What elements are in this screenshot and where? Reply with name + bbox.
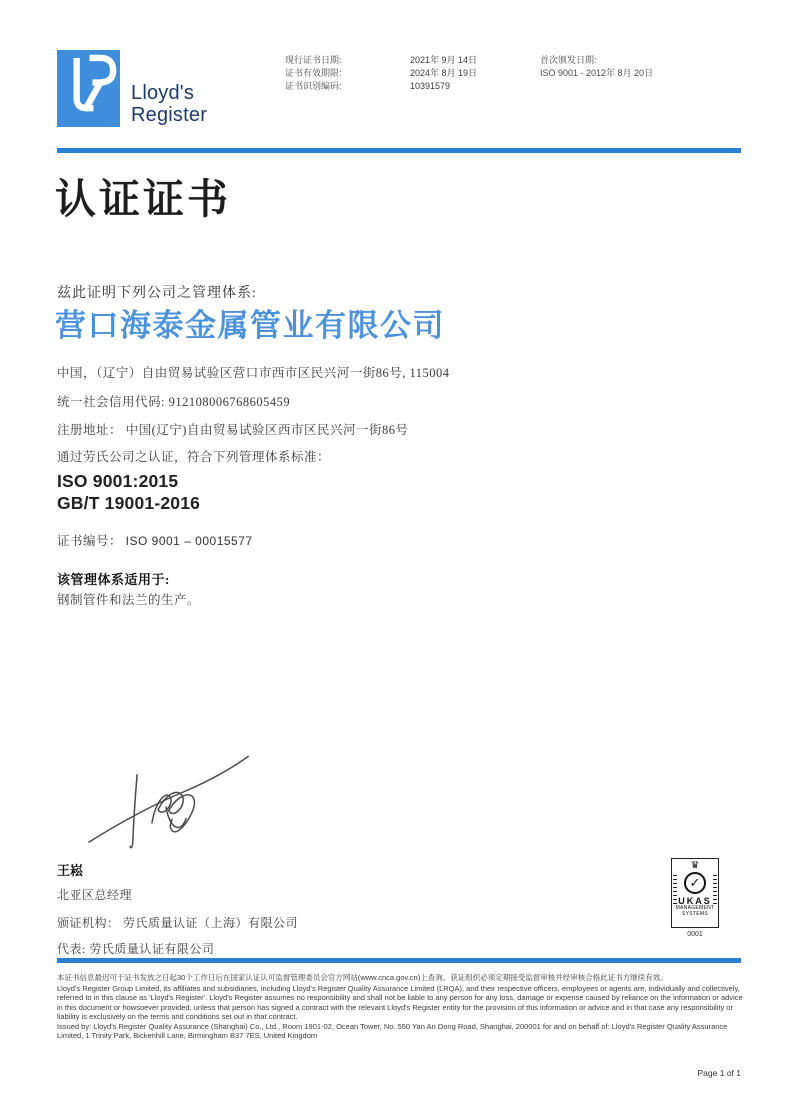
meta-value: 10391579 <box>410 81 451 91</box>
lloyds-register-logo <box>57 50 120 127</box>
ukas-ruler-ticks-left <box>673 875 677 905</box>
lr-monogram-icon <box>57 48 120 130</box>
meta-row-current-date <box>285 54 477 67</box>
meta-row-expiry-date <box>285 67 477 80</box>
first-issue-label: 首次颁发日期: <box>540 55 597 65</box>
bottom-divider <box>57 958 741 963</box>
meta-value: 2021年 9月 14日 <box>410 55 478 65</box>
signer-name: 王崧 <box>57 863 84 878</box>
top-divider <box>57 148 741 153</box>
ukas-name: UKAS <box>678 896 712 906</box>
crown-icon: ♛ <box>690 860 700 871</box>
representative-line: 代表: 劳氏质量认证有限公司 <box>57 942 215 956</box>
scope-heading: 该管理体系适用于: <box>57 572 170 587</box>
brand-line2: Register <box>131 104 208 126</box>
meta-value: 2024年 8月 19日 <box>410 68 478 78</box>
meta-row-certificate-id <box>285 80 477 93</box>
checkmark-icon: ✓ <box>684 872 706 894</box>
legal-footer <box>57 973 745 1041</box>
meta-label: 证书识别编码: <box>285 81 342 91</box>
standard-iso: ISO 9001:2015 <box>57 471 179 491</box>
company-name: 营口海泰金属管业有限公司 <box>55 308 445 343</box>
certificate-number-value: ISO 9001 – 00015577 <box>125 534 253 548</box>
ukas-box <box>671 858 719 928</box>
footer-en-disclaimer: Lloyd's Register Group Limited, its affiliates and subsidiaries, including Lloyd's Register Quality Assurance Limited (LRQA), and their respective officers, employees or agents are, individually and collectively, referred to in this clause as 'Lloyd's Register'. Lloyd's Register assumes no responsibility and shall not be liable to any person for any loss, damage or expense caused by reliance on the information or advice in this document or howsoever provided, unless that person has signed a contract with the relevant Lloyd's Register entity for the provision of this information or advice and in that case any responsibility or liability is exclusively on the terms and conditions set out in that contract. <box>57 983 743 1021</box>
footer-issued-by: Issued by: Lloyd's Register Quality Assurance (Shanghai) Co., Ltd., Room 1901-02, Ocean Tower, No. 550 Yan An Dong Road, Shanghai, 200001 for and on behalf of: Lloyd's Register Quality Assurance Limited, 1 Trinity Park, Bickenhill Lane, Birmingham B37 7ES, United Kingdom <box>57 1021 728 1040</box>
standard-gbt: GB/T 19001-2016 <box>57 493 201 513</box>
brand-line1: Lloyd's <box>131 82 195 104</box>
certificate-number-line <box>57 531 253 549</box>
registered-address-line: 注册地址： 中国(辽宁)自由贸易试验区西市区民兴河一街86号 <box>57 423 409 437</box>
issuing-body-line: 颁证机构： 劳氏质量认证（上海）有限公司 <box>57 916 299 930</box>
company-address: 中国，（辽宁）自由贸易试验区营口市西市区民兴河一街86号, 115004 <box>57 366 450 380</box>
certify-statement: 兹此证明下列公司之管理体系: <box>57 286 257 301</box>
certificate-number-label: 证书编号： <box>57 534 123 548</box>
ukas-ruler-ticks-right <box>713 875 717 905</box>
scope-text: 钢制管件和法兰的生产。 <box>57 593 201 607</box>
handwritten-signature <box>82 742 257 865</box>
footer-cn-notice: 本证书信息最迟可于证书发放之日起30个工作日后在国家认证认可监督管理委员会官方网站(www.cnca.gov.cn)上查询。获证组织必须定期接受监督审核并经审核合格此证书方继续有效。 <box>57 973 668 982</box>
ukas-sub-line1: MANAGEMENT <box>675 905 715 911</box>
meta-label: 证书有效期限: <box>285 68 342 78</box>
ukas-number: 0001 <box>687 931 703 938</box>
ukas-accreditation-mark <box>671 858 719 938</box>
approval-statement: 通过劳氏公司之认证，符合下列管理体系标准： <box>57 450 331 464</box>
brand-name <box>131 82 207 126</box>
meta-label: 现行证书日期: <box>285 55 342 65</box>
first-issue-value: ISO 9001 - 2012年 8月 20日 <box>540 68 654 78</box>
standards-block <box>57 470 200 514</box>
first-issue-block <box>540 54 653 80</box>
page-title: 认证证书 <box>55 176 231 222</box>
page-number: Page 1 of 1 <box>697 1068 741 1078</box>
certificate-meta <box>285 54 477 93</box>
credit-code-line: 统一社会信用代码: 912108006768605459 <box>57 395 291 409</box>
ukas-sub-line2: SYSTEMS <box>682 910 708 917</box>
signer-title: 北亚区总经理 <box>57 888 133 902</box>
